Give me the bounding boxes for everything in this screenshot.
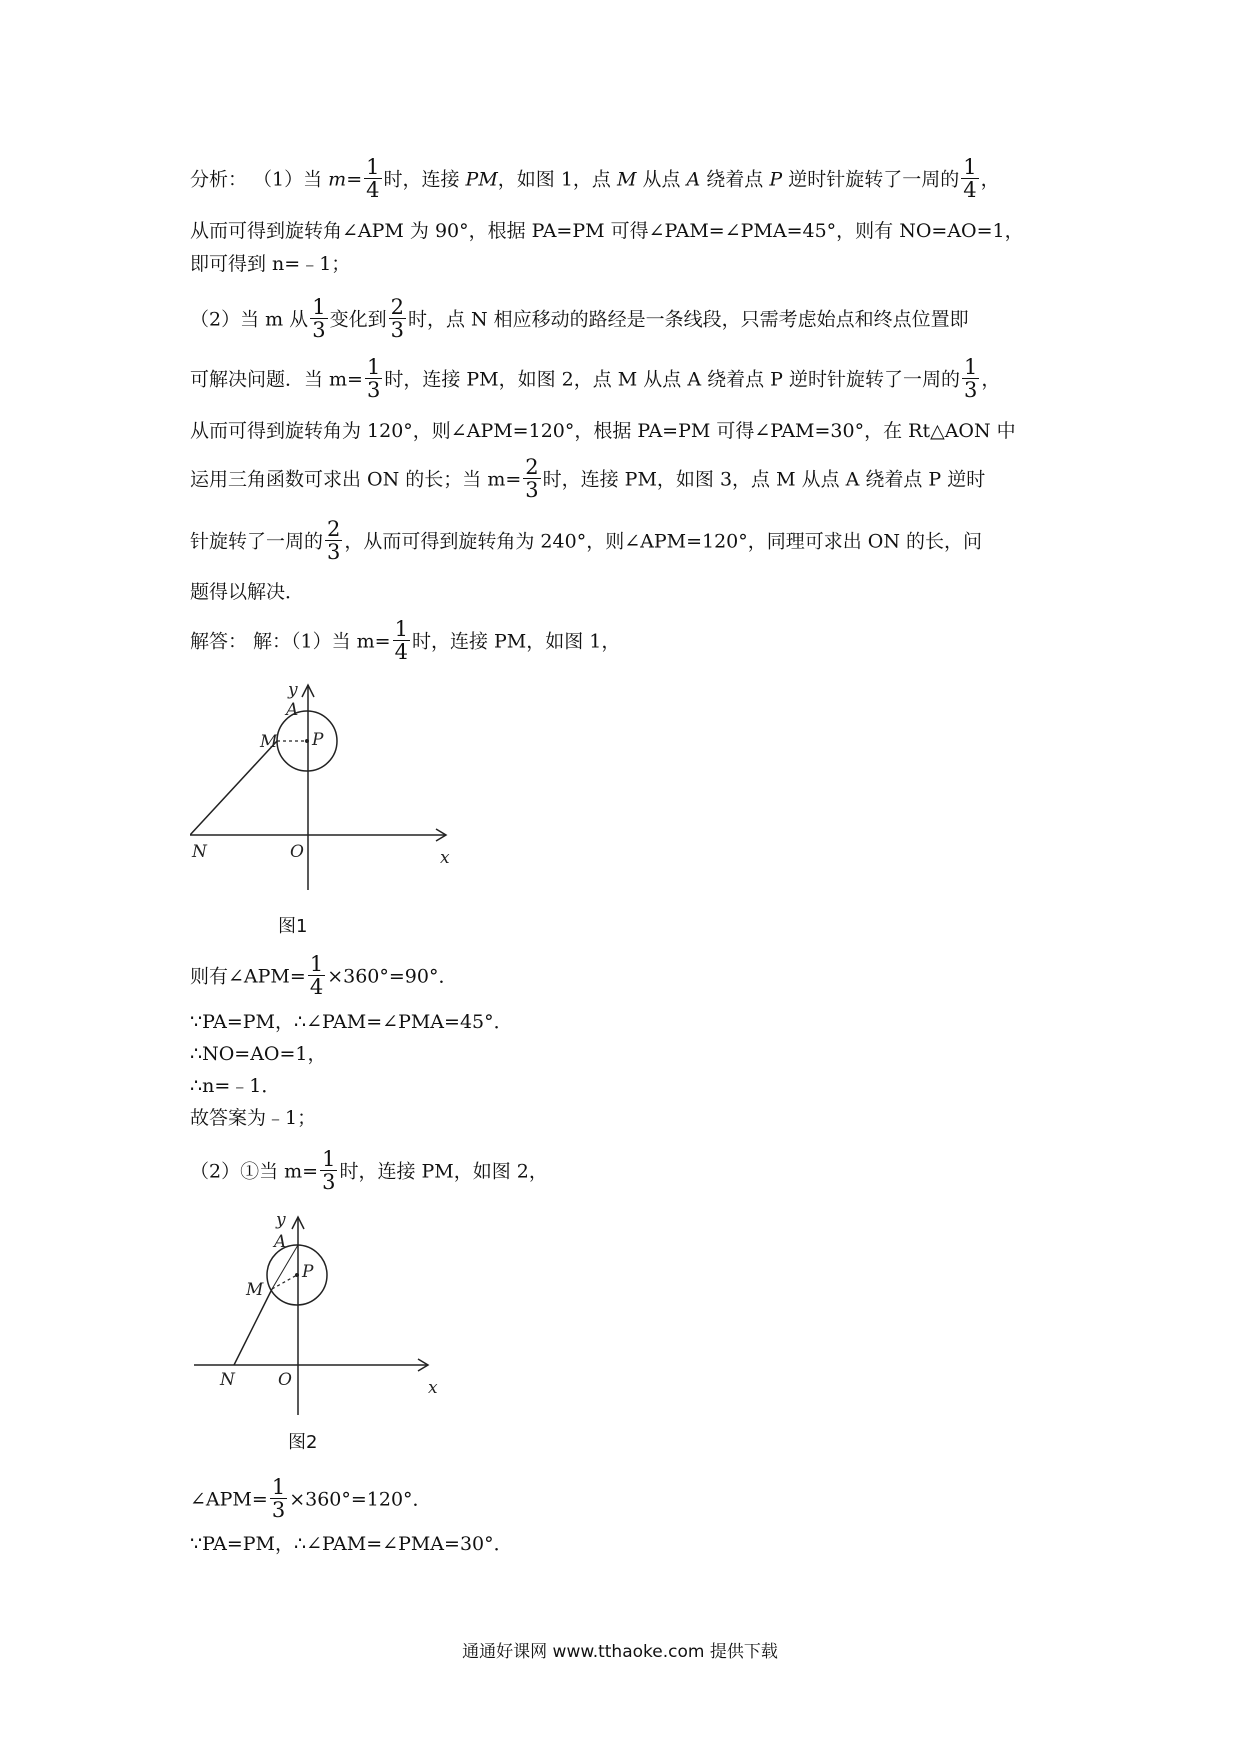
label-n: N (220, 1370, 235, 1390)
var-m: m (328, 168, 347, 191)
label-p: P (312, 730, 324, 750)
var-m-point: M (616, 168, 637, 191)
fraction-1-3: $\frac{1}{3}$ (366, 355, 381, 402)
answer-line-8: ∠APM= $\frac{1}{3}$ ×360°=120°． (190, 1475, 432, 1522)
label-y: y (276, 1210, 286, 1230)
answer-line-6: 故答案为﹣1； (190, 1107, 317, 1129)
fraction-1-3: $\frac{1}{3}$ (322, 1147, 336, 1194)
analysis-line-2: 从而可得到旋转角∠APM 为 90°，根据 PA=PM 可得∠PAM=∠PMA=45°，则有 NO=AO=1， (190, 220, 1024, 242)
answer-line-7: （2）①当 m= $\frac{1}{3}$ 时，连接 PM，如图 2， (190, 1147, 548, 1194)
analysis-line-3: 即可得到 n=﹣1； (190, 253, 351, 275)
answer-line-1: 解答： 解：（1）当 m= $\frac{1}{4}$ 时，连接 PM，如图 1， (190, 617, 621, 664)
analysis-line-7: 运用三角函数可求出 ON 的长；当 m= $\frac{2}{3}$ 时，连接 PM，如图 3，点 M 从点 A 绕着点 P 逆时 (190, 455, 986, 502)
answer-line-4: ∴NO=AO=1， (190, 1043, 327, 1065)
label-o: O (278, 1370, 292, 1390)
fraction-2-3: $\frac{2}{3}$ (327, 517, 341, 564)
fraction-1-4: $\frac{1}{4}$ (963, 155, 977, 202)
label-p: P (302, 1262, 314, 1282)
answer-line-3: ∵PA=PM，∴∠PAM=∠PMA=45°． (190, 1011, 513, 1033)
var-pm: PM (465, 168, 498, 191)
fraction-1-3: $\frac{1}{3}$ (271, 1475, 286, 1522)
analysis-line-9: 题得以解决． (190, 581, 305, 603)
answer-line-5: ∴n=﹣1． (190, 1075, 281, 1097)
label-m: M (260, 732, 278, 752)
figure-1-diagram (190, 675, 470, 895)
text: 逆时针旋转了一周的 (782, 168, 960, 191)
fraction-2-3: $\frac{2}{3}$ (525, 455, 539, 502)
fraction-1-4: $\frac{1}{4}$ (394, 617, 408, 664)
label-a: A (286, 700, 299, 720)
fraction-1-4: $\frac{1}{4}$ (366, 155, 380, 202)
label-x: x (428, 1378, 438, 1398)
text: ，如图 1，点 (497, 168, 617, 191)
label-m: M (246, 1280, 264, 1300)
text: 从点 (636, 168, 687, 191)
label-o: O (290, 842, 304, 862)
analysis-line-8: 针旋转了一周的 $\frac{2}{3}$ ，从而可得到旋转角为 240°，则∠APM=120°，同理可求出 ON 的长，问 (190, 517, 983, 564)
analysis-line-4: （2）当 m 从 $\frac{1}{3}$ 变化到 $\frac{2}{3}$ 时，点 N 相应移动的路经是一条线段，只需考虑始点和终点位置即 (190, 295, 969, 342)
text: = (346, 168, 363, 191)
footer-text: 通通好课网 www.tthaoke.com 提供下载 (462, 1642, 778, 1662)
fraction-2-3: $\frac{2}{3}$ (390, 295, 404, 342)
analysis-line-6: 从而可得到旋转角为 120°，则∠APM=120°，根据 PA=PM 可得∠PAM=30°，在 Rt△AON 中 (190, 420, 1016, 442)
figure-2-caption: 图2 (288, 1432, 318, 1453)
analysis-line-5: 可解决问题．当 m= $\frac{1}{3}$ 时，连接 PM，如图 2，点 M 从点 A 绕着点 P 逆时针旋转了一周的 $\frac{1}{3}$ ， (190, 355, 1001, 402)
label-y: y (288, 680, 298, 700)
answer-line-9: ∵PA=PM，∴∠PAM=∠PMA=30°． (190, 1533, 513, 1555)
fraction-1-4: $\frac{1}{4}$ (309, 952, 324, 999)
text: 时，连接 (383, 168, 466, 191)
label-n: N (192, 842, 207, 862)
fraction-1-3: $\frac{1}{3}$ (312, 295, 326, 342)
figure-2-diagram (190, 1205, 450, 1415)
figure-1-caption: 图1 (278, 916, 308, 937)
text: 绕着点 (700, 168, 770, 191)
analysis-line-1: 分析： （1）当 m= $\frac{1}{4}$ 时，连接 PM，如图 1，点 M 从点 A 绕着点 P 逆时针旋转了一周的 $\frac{1}{4}$ ， (190, 155, 1000, 202)
label-x: x (440, 848, 450, 868)
var-p: P (769, 168, 783, 191)
text: 分析： （1）当 (190, 168, 329, 191)
label-a: A (274, 1232, 287, 1252)
var-a: A (686, 168, 701, 191)
answer-line-2: 则有∠APM= $\frac{1}{4}$ ×360°=90°． (190, 952, 458, 999)
fraction-1-3: $\frac{1}{3}$ (963, 355, 978, 402)
